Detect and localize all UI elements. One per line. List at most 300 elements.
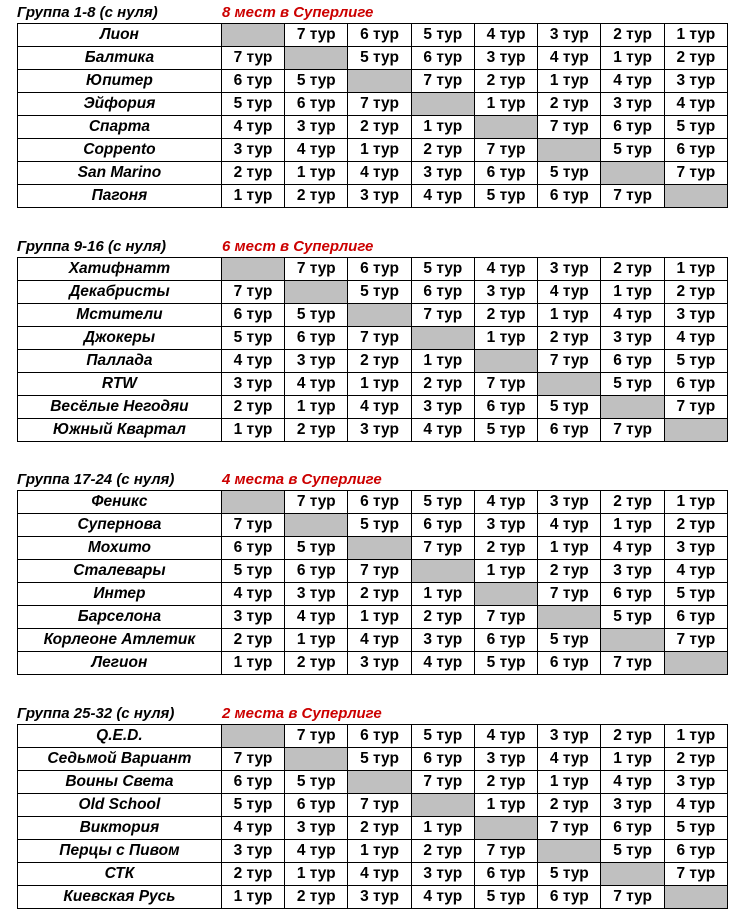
- self-match-cell: [664, 652, 727, 675]
- round-cell: 1 тур: [538, 771, 601, 794]
- round-cell: 4 тур: [601, 304, 664, 327]
- round-cell: 5 тур: [348, 748, 411, 771]
- group-header: [17, 237, 727, 257]
- self-match-cell: [538, 840, 601, 863]
- table-row: [18, 373, 728, 396]
- round-cell: 1 тур: [221, 419, 284, 442]
- round-cell: 7 тур: [601, 419, 664, 442]
- table-row: [18, 606, 728, 629]
- round-cell: 1 тур: [664, 258, 727, 281]
- round-cell: 6 тур: [348, 24, 411, 47]
- team-name: Легион: [18, 652, 222, 675]
- round-cell: 3 тур: [664, 304, 727, 327]
- group-header: [17, 470, 727, 490]
- round-cell: 7 тур: [221, 47, 284, 70]
- round-cell: 4 тур: [474, 24, 537, 47]
- table-row: [18, 817, 728, 840]
- self-match-cell: [664, 886, 727, 909]
- self-match-cell: [285, 47, 348, 70]
- table-row: [18, 583, 728, 606]
- round-cell: 7 тур: [221, 281, 284, 304]
- round-cell: 1 тур: [285, 396, 348, 419]
- team-name: San Marino: [18, 162, 222, 185]
- self-match-cell: [664, 419, 727, 442]
- round-cell: 7 тур: [538, 583, 601, 606]
- schedule-body: [18, 725, 728, 909]
- table-row: [18, 185, 728, 208]
- round-cell: 4 тур: [221, 350, 284, 373]
- team-name: Феникс: [18, 491, 222, 514]
- round-cell: 6 тур: [348, 491, 411, 514]
- round-cell: 6 тур: [285, 93, 348, 116]
- self-match-cell: [411, 560, 474, 583]
- self-match-cell: [538, 373, 601, 396]
- round-cell: 1 тур: [538, 537, 601, 560]
- round-cell: 2 тур: [221, 863, 284, 886]
- round-cell: 5 тур: [348, 47, 411, 70]
- table-row: [18, 350, 728, 373]
- round-cell: 3 тур: [601, 794, 664, 817]
- self-match-cell: [285, 748, 348, 771]
- team-name: Сталевары: [18, 560, 222, 583]
- round-cell: 1 тур: [474, 93, 537, 116]
- round-cell: 5 тур: [601, 139, 664, 162]
- team-name: Воины Света: [18, 771, 222, 794]
- team-name: Q.E.D.: [18, 725, 222, 748]
- self-match-cell: [601, 162, 664, 185]
- round-cell: 1 тур: [538, 70, 601, 93]
- round-cell: 7 тур: [474, 606, 537, 629]
- group-header: [17, 704, 727, 724]
- round-cell: 1 тур: [411, 350, 474, 373]
- round-cell: 6 тур: [411, 748, 474, 771]
- round-cell: 6 тур: [538, 419, 601, 442]
- round-cell: 1 тур: [348, 606, 411, 629]
- round-cell: 6 тур: [664, 373, 727, 396]
- team-name: Перцы с Пивом: [18, 840, 222, 863]
- team-name: СТК: [18, 863, 222, 886]
- group-25-32: [17, 704, 727, 909]
- schedule-table: [17, 490, 728, 675]
- team-name: Киевская Русь: [18, 886, 222, 909]
- round-cell: 5 тур: [285, 70, 348, 93]
- round-cell: 2 тур: [285, 652, 348, 675]
- group-1-8: [17, 3, 727, 208]
- round-cell: 7 тур: [664, 863, 727, 886]
- team-name: Балтика: [18, 47, 222, 70]
- group-17-24: [17, 470, 727, 675]
- group-quota: 2 места в Суперлиге: [222, 705, 382, 722]
- round-cell: 5 тур: [664, 583, 727, 606]
- round-cell: 2 тур: [538, 560, 601, 583]
- round-cell: 3 тур: [348, 652, 411, 675]
- round-cell: 3 тур: [285, 583, 348, 606]
- round-cell: 7 тур: [348, 327, 411, 350]
- round-cell: 6 тур: [411, 47, 474, 70]
- round-cell: 5 тур: [411, 24, 474, 47]
- round-cell: 2 тур: [601, 24, 664, 47]
- round-cell: 3 тур: [664, 771, 727, 794]
- round-cell: 6 тур: [601, 817, 664, 840]
- table-row: [18, 139, 728, 162]
- round-cell: 7 тур: [348, 560, 411, 583]
- round-cell: 3 тур: [601, 93, 664, 116]
- round-cell: 4 тур: [664, 93, 727, 116]
- round-cell: 7 тур: [285, 258, 348, 281]
- round-cell: 1 тур: [348, 373, 411, 396]
- round-cell: 6 тур: [664, 139, 727, 162]
- round-cell: 5 тур: [538, 863, 601, 886]
- round-cell: 4 тур: [538, 748, 601, 771]
- round-cell: 1 тур: [285, 629, 348, 652]
- round-cell: 3 тур: [474, 748, 537, 771]
- table-row: [18, 886, 728, 909]
- self-match-cell: [221, 491, 284, 514]
- round-cell: 2 тур: [348, 817, 411, 840]
- round-cell: 1 тур: [601, 281, 664, 304]
- group-title: Группа 17-24 (с нуля): [17, 471, 175, 488]
- team-name: Барселона: [18, 606, 222, 629]
- round-cell: 3 тур: [411, 396, 474, 419]
- round-cell: 6 тур: [664, 840, 727, 863]
- table-row: [18, 281, 728, 304]
- round-cell: 2 тур: [664, 748, 727, 771]
- round-cell: 6 тур: [285, 794, 348, 817]
- round-cell: 7 тур: [411, 70, 474, 93]
- round-cell: 7 тур: [601, 185, 664, 208]
- round-cell: 2 тур: [348, 583, 411, 606]
- round-cell: 2 тур: [285, 419, 348, 442]
- team-name: Мстители: [18, 304, 222, 327]
- round-cell: 6 тур: [285, 327, 348, 350]
- round-cell: 3 тур: [348, 419, 411, 442]
- round-cell: 3 тур: [221, 139, 284, 162]
- round-cell: 2 тур: [411, 840, 474, 863]
- round-cell: 3 тур: [411, 863, 474, 886]
- round-cell: 5 тур: [601, 373, 664, 396]
- round-cell: 4 тур: [348, 396, 411, 419]
- round-cell: 6 тур: [221, 70, 284, 93]
- round-cell: 6 тур: [474, 629, 537, 652]
- self-match-cell: [348, 70, 411, 93]
- round-cell: 5 тур: [411, 258, 474, 281]
- round-cell: 7 тур: [411, 304, 474, 327]
- group-header: [17, 3, 727, 23]
- team-name: Корлеоне Атлетик: [18, 629, 222, 652]
- round-cell: 1 тур: [474, 327, 537, 350]
- round-cell: 3 тур: [538, 491, 601, 514]
- round-cell: 7 тур: [538, 350, 601, 373]
- table-row: [18, 419, 728, 442]
- round-cell: 7 тур: [221, 514, 284, 537]
- self-match-cell: [474, 116, 537, 139]
- team-name: Эйфория: [18, 93, 222, 116]
- round-cell: 7 тур: [601, 652, 664, 675]
- table-row: [18, 748, 728, 771]
- self-match-cell: [601, 863, 664, 886]
- round-cell: 3 тур: [411, 162, 474, 185]
- table-row: [18, 652, 728, 675]
- round-cell: 4 тур: [601, 70, 664, 93]
- round-cell: 1 тур: [411, 116, 474, 139]
- table-row: [18, 491, 728, 514]
- team-name: Паллада: [18, 350, 222, 373]
- table-row: [18, 47, 728, 70]
- round-cell: 3 тур: [538, 725, 601, 748]
- round-cell: 2 тур: [538, 327, 601, 350]
- round-cell: 1 тур: [601, 748, 664, 771]
- round-cell: 4 тур: [348, 162, 411, 185]
- round-cell: 2 тур: [348, 350, 411, 373]
- table-row: [18, 24, 728, 47]
- round-cell: 5 тур: [474, 419, 537, 442]
- round-cell: 5 тур: [285, 537, 348, 560]
- round-cell: 6 тур: [411, 514, 474, 537]
- round-cell: 6 тур: [285, 560, 348, 583]
- round-cell: 2 тур: [474, 70, 537, 93]
- round-cell: 7 тур: [474, 373, 537, 396]
- round-cell: 2 тур: [601, 725, 664, 748]
- round-cell: 5 тур: [538, 396, 601, 419]
- round-cell: 4 тур: [221, 817, 284, 840]
- round-cell: 2 тур: [221, 629, 284, 652]
- round-cell: 2 тур: [538, 794, 601, 817]
- round-cell: 7 тур: [474, 139, 537, 162]
- round-cell: 4 тур: [538, 281, 601, 304]
- schedule-body: [18, 24, 728, 208]
- round-cell: 2 тур: [474, 304, 537, 327]
- round-cell: 1 тур: [601, 514, 664, 537]
- round-cell: 6 тур: [601, 350, 664, 373]
- round-cell: 1 тур: [221, 185, 284, 208]
- team-name: Интер: [18, 583, 222, 606]
- round-cell: 6 тур: [601, 116, 664, 139]
- round-cell: 2 тур: [411, 373, 474, 396]
- self-match-cell: [601, 629, 664, 652]
- round-cell: 2 тур: [601, 258, 664, 281]
- round-cell: 2 тур: [538, 93, 601, 116]
- round-cell: 2 тур: [411, 139, 474, 162]
- round-cell: 4 тур: [474, 258, 537, 281]
- self-match-cell: [601, 396, 664, 419]
- round-cell: 4 тур: [411, 419, 474, 442]
- round-cell: 1 тур: [221, 886, 284, 909]
- round-cell: 3 тур: [538, 24, 601, 47]
- round-cell: 4 тур: [601, 771, 664, 794]
- round-cell: 6 тур: [664, 606, 727, 629]
- round-cell: 1 тур: [221, 652, 284, 675]
- round-cell: 6 тур: [601, 583, 664, 606]
- group-title: Группа 9-16 (с нуля): [17, 238, 167, 255]
- round-cell: 6 тур: [538, 185, 601, 208]
- group-quota: 6 мест в Суперлиге: [222, 238, 374, 255]
- team-name: Пагоня: [18, 185, 222, 208]
- table-row: [18, 258, 728, 281]
- group-9-16: [17, 237, 727, 442]
- table-row: [18, 537, 728, 560]
- round-cell: 2 тур: [285, 185, 348, 208]
- round-cell: 7 тур: [664, 396, 727, 419]
- round-cell: 4 тур: [474, 491, 537, 514]
- round-cell: 7 тур: [348, 93, 411, 116]
- round-cell: 3 тур: [285, 350, 348, 373]
- round-cell: 5 тур: [474, 652, 537, 675]
- round-cell: 6 тур: [221, 304, 284, 327]
- round-cell: 4 тур: [411, 652, 474, 675]
- round-cell: 4 тур: [538, 47, 601, 70]
- table-row: [18, 629, 728, 652]
- schedule-table: [17, 724, 728, 909]
- team-name: Соррento: [18, 139, 222, 162]
- round-cell: 4 тур: [285, 606, 348, 629]
- team-name: Весёлые Негодяи: [18, 396, 222, 419]
- round-cell: 3 тур: [348, 886, 411, 909]
- round-cell: 2 тур: [664, 47, 727, 70]
- round-cell: 1 тур: [664, 24, 727, 47]
- round-cell: 4 тур: [221, 116, 284, 139]
- round-cell: 7 тур: [538, 116, 601, 139]
- round-cell: 7 тур: [285, 725, 348, 748]
- round-cell: 5 тур: [285, 771, 348, 794]
- team-name: Декабристы: [18, 281, 222, 304]
- round-cell: 3 тур: [474, 281, 537, 304]
- round-cell: 1 тур: [411, 817, 474, 840]
- table-row: [18, 327, 728, 350]
- round-cell: 3 тур: [664, 70, 727, 93]
- round-cell: 6 тур: [474, 162, 537, 185]
- round-cell: 4 тур: [664, 560, 727, 583]
- table-row: [18, 725, 728, 748]
- round-cell: 6 тур: [474, 396, 537, 419]
- schedule-table: [17, 257, 728, 442]
- team-name: Хатифнатт: [18, 258, 222, 281]
- team-name: Юпитер: [18, 70, 222, 93]
- team-name: Джокеры: [18, 327, 222, 350]
- team-name: Лион: [18, 24, 222, 47]
- round-cell: 7 тур: [348, 794, 411, 817]
- round-cell: 5 тур: [601, 606, 664, 629]
- round-cell: 4 тур: [221, 583, 284, 606]
- round-cell: 6 тур: [411, 281, 474, 304]
- round-cell: 4 тур: [411, 886, 474, 909]
- round-cell: 3 тур: [411, 629, 474, 652]
- schedule-table: [17, 23, 728, 208]
- table-row: [18, 560, 728, 583]
- round-cell: 4 тур: [664, 794, 727, 817]
- round-cell: 7 тур: [285, 491, 348, 514]
- round-cell: 7 тур: [411, 771, 474, 794]
- round-cell: 5 тур: [538, 162, 601, 185]
- table-row: [18, 396, 728, 419]
- round-cell: 2 тур: [474, 771, 537, 794]
- table-row: [18, 863, 728, 886]
- round-cell: 7 тур: [285, 24, 348, 47]
- round-cell: 2 тур: [664, 281, 727, 304]
- round-cell: 7 тур: [538, 817, 601, 840]
- self-match-cell: [474, 350, 537, 373]
- team-name: Old School: [18, 794, 222, 817]
- round-cell: 4 тур: [285, 373, 348, 396]
- round-cell: 3 тур: [348, 185, 411, 208]
- round-cell: 3 тур: [601, 327, 664, 350]
- team-name: Южный Квартал: [18, 419, 222, 442]
- self-match-cell: [285, 514, 348, 537]
- team-name: RTW: [18, 373, 222, 396]
- team-name: Седьмой Вариант: [18, 748, 222, 771]
- round-cell: 6 тур: [538, 886, 601, 909]
- self-match-cell: [348, 771, 411, 794]
- round-cell: 7 тур: [664, 629, 727, 652]
- round-cell: 5 тур: [664, 817, 727, 840]
- round-cell: 2 тур: [664, 514, 727, 537]
- round-cell: 4 тур: [285, 840, 348, 863]
- round-cell: 3 тур: [474, 514, 537, 537]
- self-match-cell: [348, 304, 411, 327]
- self-match-cell: [221, 24, 284, 47]
- table-row: [18, 70, 728, 93]
- round-cell: 4 тур: [348, 629, 411, 652]
- self-match-cell: [538, 606, 601, 629]
- round-cell: 7 тур: [221, 748, 284, 771]
- team-name: Супернова: [18, 514, 222, 537]
- self-match-cell: [411, 794, 474, 817]
- round-cell: 5 тур: [348, 281, 411, 304]
- round-cell: 1 тур: [285, 162, 348, 185]
- self-match-cell: [411, 327, 474, 350]
- table-row: [18, 304, 728, 327]
- round-cell: 2 тур: [221, 162, 284, 185]
- self-match-cell: [285, 281, 348, 304]
- round-cell: 3 тур: [474, 47, 537, 70]
- round-cell: 5 тур: [221, 560, 284, 583]
- round-cell: 5 тур: [411, 491, 474, 514]
- table-row: [18, 514, 728, 537]
- round-cell: 1 тур: [538, 304, 601, 327]
- round-cell: 6 тур: [474, 863, 537, 886]
- team-name: Виктория: [18, 817, 222, 840]
- self-match-cell: [474, 583, 537, 606]
- round-cell: 3 тур: [601, 560, 664, 583]
- round-cell: 7 тур: [664, 162, 727, 185]
- table-row: [18, 794, 728, 817]
- round-cell: 6 тур: [538, 652, 601, 675]
- round-cell: 7 тур: [601, 886, 664, 909]
- round-cell: 3 тур: [221, 373, 284, 396]
- round-cell: 6 тур: [221, 537, 284, 560]
- round-cell: 5 тур: [411, 725, 474, 748]
- round-cell: 1 тур: [285, 863, 348, 886]
- round-cell: 3 тур: [285, 817, 348, 840]
- round-cell: 1 тур: [348, 139, 411, 162]
- round-cell: 5 тур: [221, 794, 284, 817]
- round-cell: 2 тур: [221, 396, 284, 419]
- round-cell: 5 тур: [474, 886, 537, 909]
- round-cell: 5 тур: [285, 304, 348, 327]
- round-cell: 6 тур: [348, 258, 411, 281]
- round-cell: 1 тур: [348, 840, 411, 863]
- round-cell: 5 тур: [664, 350, 727, 373]
- round-cell: 1 тур: [474, 794, 537, 817]
- self-match-cell: [221, 258, 284, 281]
- round-cell: 1 тур: [474, 560, 537, 583]
- round-cell: 3 тур: [221, 840, 284, 863]
- self-match-cell: [538, 139, 601, 162]
- table-row: [18, 840, 728, 863]
- table-row: [18, 93, 728, 116]
- group-quota: 8 мест в Суперлиге: [222, 4, 374, 21]
- self-match-cell: [474, 817, 537, 840]
- round-cell: 2 тур: [474, 537, 537, 560]
